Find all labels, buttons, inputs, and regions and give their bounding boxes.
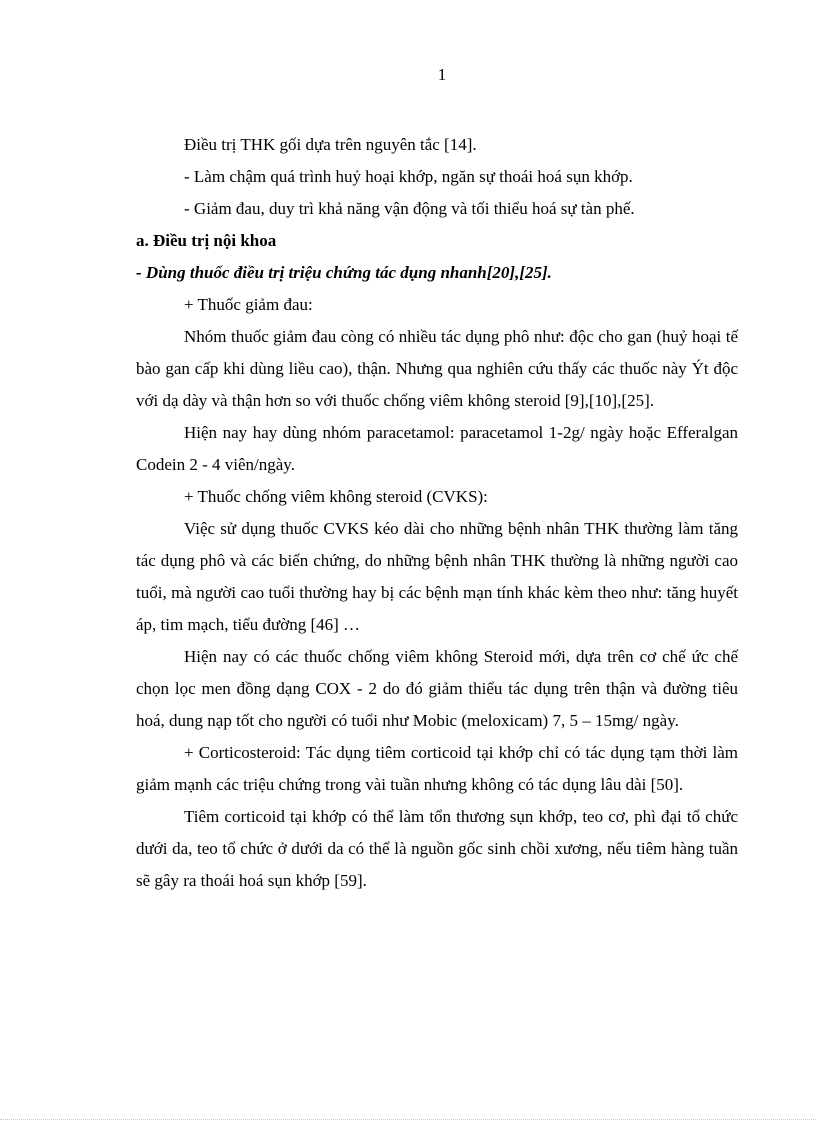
paragraph-corticosteroid: + Corticosteroid: Tác dụng tiêm corticoid tại khớp chỉ có tác dụng tạm thời làm giảm mạnh các triệu chứng trong vài tuần nhưng không có tác dụng lâu dài [50]. (136, 743, 738, 794)
paragraph-cox2: Hiện nay có các thuốc chống viêm không Steroid mới, dựa trên cơ chế ức chế chọn lọc men đồng dạng COX - 2 do đó giảm thiểu tác dụng trên thận và đường tiêu hoá, dung nạp tốt cho người có tuổi như Mobic (meloxicam) 7, 5 – 15mg/ ngày. (136, 647, 738, 730)
paragraph-nsaid-body: Việc sử dụng thuốc CVKS kéo dài cho những bệnh nhân THK thường làm tăng tác dụng phô và các biến chứng, do những bệnh nhân THK thường là những người cao tuổi, mà người cao tuổi thường hay bị các bệnh mạn tính khác kèm theo như: tăng huyết áp, tim mạch, tiểu đường [46] … (136, 519, 738, 634)
page-bottom-divider (0, 1119, 816, 1120)
paragraph-principle-2: - Giảm đau, duy trì khả năng vận động và tối thiểu hoá sự tàn phế. (184, 199, 635, 218)
paragraph-principle-1: - Làm chậm quá trình huỷ hoại khớp, ngăn sự thoái hoá sụn khớp. (184, 167, 633, 186)
paragraph-nsaid-title: + Thuốc chống viêm không steroid (CVKS): (184, 487, 488, 506)
paragraph-analgesics-body: Nhóm thuốc giảm đau còng có nhiều tác dụng phô như: độc cho gan (huỷ hoại tế bào gan cấp khi dùng liều cao), thận. Nhưng qua nghiên cứu thấy các thuốc này Ýt độc với dạ dày và thận hơn so với thuốc chống viêm không steroid [9],[10],[25]. (136, 327, 738, 410)
paragraph-paracetamol: Hiện nay hay dùng nhóm paracetamol: paracetamol 1-2g/ ngày hoặc Efferalgan Codein 2 - 4 viên/ngày. (136, 423, 738, 474)
paragraph-injection: Tiêm corticoid tại khớp có thể làm tổn thương sụn khớp, teo cơ, phì đại tổ chức dưới da, teo tổ chức ở dưới da có thể là nguồn gốc sinh chồi xương, nếu tiêm hàng tuần sẽ gây ra thoái hoá sụn khớp [59]. (136, 807, 738, 890)
document-body (136, 129, 738, 897)
subsection-heading: - Dùng thuốc điều trị triệu chứng tác dụng nhanh[20],[25]. (136, 263, 552, 282)
page-number: 1 (437, 65, 447, 84)
paragraph-analgesics-title: + Thuốc giảm đau: (184, 295, 313, 314)
paragraph-intro: Điều trị THK gối dựa trên nguyên tắc [14]. (184, 135, 477, 154)
section-heading: a. Điều trị nội khoa (136, 231, 277, 250)
